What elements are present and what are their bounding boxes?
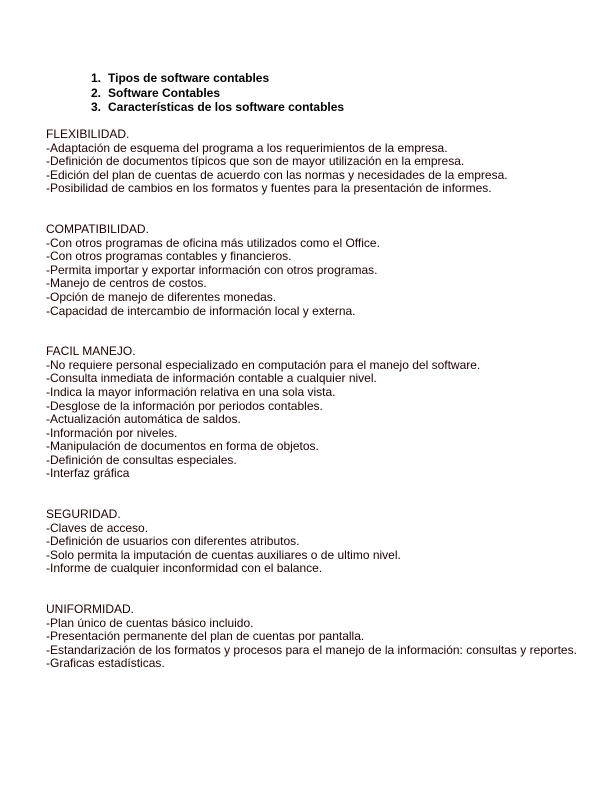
- list-item: -Permita importar y exportar información con otros programas.: [46, 262, 378, 277]
- toc-item-number: 3.: [91, 100, 102, 114]
- toc-item-label: Tipos de software contables: [108, 71, 270, 85]
- list-item: -Solo permita la imputación de cuentas auxiliares o de ultimo nivel.: [46, 547, 401, 562]
- table-of-contents: [91, 71, 344, 115]
- toc-item: [91, 86, 344, 101]
- list-item: -Indica la mayor información relativa en una sola vista.: [46, 384, 336, 399]
- list-item: -Con otros programas de oficina más utilizados como el Office.: [46, 235, 380, 250]
- list-item: -Consulta inmediata de información contable a cualquier nivel.: [46, 371, 377, 386]
- list-item: -Plan único de cuentas básico incluido.: [46, 615, 254, 630]
- list-item: -Claves de acceso.: [46, 520, 149, 535]
- toc-item-number: 2.: [91, 85, 102, 100]
- toc-item: [91, 100, 344, 115]
- list-item: -Presentación permanente del plan de cuentas por pantalla.: [46, 629, 365, 644]
- list-item: -Informe de cualquier inconformidad con el balance.: [46, 561, 323, 576]
- toc-item: [91, 71, 344, 86]
- section-heading: UNIFORMIDAD.: [46, 602, 134, 617]
- toc-item-label: Software Contables: [108, 85, 221, 100]
- toc-item-label: Características de los software contables: [108, 100, 345, 114]
- list-item: -Edición del plan de cuentas de acuerdo con las normas y necesidades de la empresa.: [46, 167, 508, 182]
- toc-item-number: 1.: [91, 71, 102, 85]
- list-item: -Posibilidad de cambios en los formatos y fuentes para la presentación de informes.: [46, 181, 492, 196]
- list-item: -Graficas estadísticas.: [46, 656, 165, 671]
- list-item: -Actualización automática de saldos.: [46, 412, 241, 427]
- section-heading: FLEXIBILIDAD.: [46, 127, 130, 141]
- list-item: -Manejo de centros de costos.: [46, 276, 207, 291]
- section-facil-manejo: [46, 345, 586, 481]
- list-item: -Adaptación de esquema del programa a los requerimientos de la empresa.: [46, 140, 448, 155]
- section-compatibilidad: [46, 223, 586, 318]
- list-item: -Definición de usuarios con diferentes atributos.: [46, 534, 300, 549]
- section-heading: FACIL MANEJO.: [46, 344, 136, 359]
- section-flexibilidad: [46, 128, 586, 196]
- list-item: -Opción de manejo de diferentes monedas.: [46, 289, 277, 304]
- section-heading: SEGURIDAD.: [46, 507, 121, 522]
- list-item: -Definición de consultas especiales.: [46, 452, 237, 467]
- list-item: -Con otros programas contables y financieros.: [46, 249, 292, 264]
- document-body: [46, 128, 586, 671]
- list-item: -Información por niveles.: [46, 425, 178, 440]
- section-uniformidad: [46, 603, 586, 671]
- section-seguridad: [46, 508, 586, 576]
- section-heading: COMPATIBILIDAD.: [46, 221, 149, 236]
- list-item: -Desglose de la información por periodos contables.: [46, 398, 323, 413]
- list-item: -Interfaz gráfica: [46, 466, 130, 481]
- list-item: -Manipulación de documentos en forma de objetos.: [46, 439, 319, 454]
- list-item: -Estandarización de los formatos y procesos para el manejo de la información: consultas y reportes.: [46, 642, 577, 657]
- list-item: -Definición de documentos típicos que son de mayor utilización en la empresa.: [46, 154, 465, 169]
- list-item: -Capacidad de intercambio de información local y externa.: [46, 303, 356, 318]
- list-item: -No requiere personal especializado en computación para el manejo del software.: [46, 357, 481, 372]
